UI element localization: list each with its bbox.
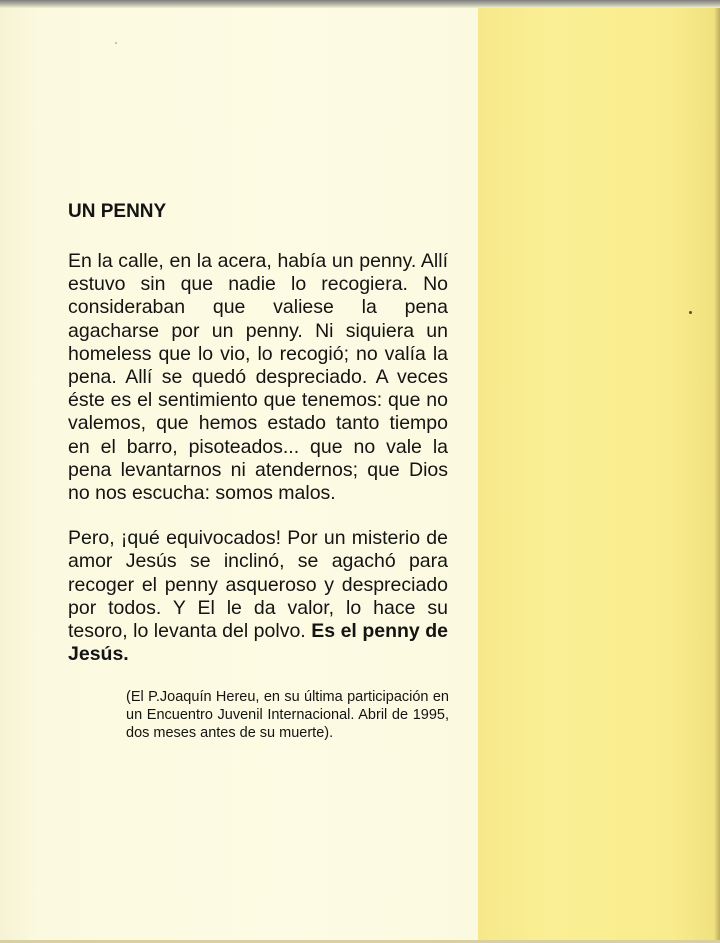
paragraph-1: En la calle, en la acera, había un penny. Allí estuvo sin que nadie lo recogiera. No consideraban que valiese la pena agacharse por un penny. Ni siquiera un homeless que lo vio, lo recogió; no valía la pena. Allí se quedó despreciado. A veces éste es el sentimiento que tenemos: que no valemos, que hemos estado tanto tiempo en el barro, pisoteados... que no vale la pena levantarnos ni atendernos; que Dios no nos escucha: somos malos.	[68, 250, 448, 505]
text-block	[68, 198, 448, 742]
paragraph-2-bold-text: Es el penny de Jesús.	[68, 620, 448, 666]
right-edge-shadow	[714, 8, 720, 943]
page-title: UN PENNY	[68, 201, 167, 222]
dust-speck	[689, 311, 692, 314]
citation: (El P.Joaquín Hereu, en su última participación en un Encuentro Juvenil Internacional. Abril de 1995, dos meses antes de su muerte).	[126, 689, 449, 742]
top-edge-shadow	[0, 0, 720, 8]
dust-speck	[115, 42, 117, 44]
paragraph-2	[68, 527, 448, 666]
yellow-strip	[478, 8, 720, 943]
paragraph-2-text: Pero, ¡qué equivocados! Por un misterio de amor Jesús se inclinó, se agachó para recoger el penny asqueroso y despreciado por todos. Y El le da valor, lo hace su tesoro, lo levanta del polvo.	[68, 527, 448, 643]
